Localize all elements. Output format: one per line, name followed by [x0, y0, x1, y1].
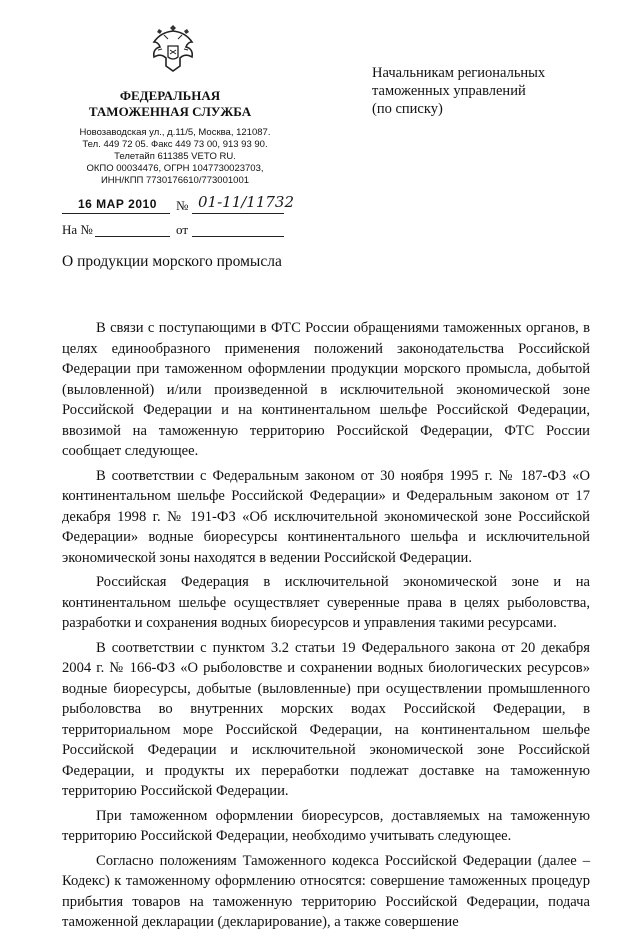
number-label: №	[176, 198, 189, 213]
date-underline	[62, 213, 170, 214]
contact-teletype: Телетайп 611385 VETO RU.	[114, 151, 236, 162]
agency-name-line2: ТАМОЖЕННАЯ СЛУЖБА	[88, 104, 252, 119]
contact-okpo-ogrn: ОКПО 00034476, ОГРН 1047730023703,	[86, 163, 264, 174]
contact-inn-kpp: ИНН/КПП 7730176610/773001001	[100, 175, 250, 186]
body-paragraph: Российская Федерация в исключительной экономической зоне и на континентальном шельфе осуществляет суверенные права в целях рыболовства, разработки и сохранения водных биоресурсов и управления такими ресурсами.	[62, 574, 590, 631]
registration-date: 16 МАР 2010	[78, 197, 157, 211]
contact-phone: Тел. 449 72 05. Факс 449 73 00, 913 93 90.	[82, 139, 268, 150]
number-underline	[192, 213, 284, 214]
body-paragraph: В связи с поступающими в ФТС России обращениями таможенных органов, в целях единообразного применения положений законодательства Российской Федерации при таможенном оформлении продукции морского промысла, добытой (выловленной) и/или произведенной в исключительной экономической зоне Российской Федерации и на континентальном шельфе Российской Федерации, ввозимой на таможенную территорию Российской Федерации, ФТС России сообщает следующее.	[62, 320, 590, 459]
agency-name-line1: ФЕДЕРАЛЬНАЯ	[119, 88, 221, 103]
reference-number-line	[95, 236, 170, 237]
russian-coat-of-arms-icon	[150, 22, 196, 74]
body-paragraph: Согласно положениям Таможенного кодекса Российской Федерации (далее – Кодекс) к таможенному оформлению относятся: совершение таможенных процедур прибытия товаров на таможенную территорию Российской Федерации, подача таможенной декларации (декларирование), а также совершение	[62, 852, 590, 930]
body-paragraph: В соответствии с Федеральным законом от 30 ноября 1995 г. № 187-ФЗ «О континентальном шельфе Российской Федерации» и Федеральным законом от 17 декабря 1998 г. № 191-ФЗ «Об исключительной экономической зоне Российской Федерации» водные биоресурсы континентального шельфа и исключительной экономической зоны находятся в ведении Российской Федерации.	[62, 467, 590, 566]
letter-body	[62, 318, 590, 937]
contact-address: Новозаводская ул., д.11/5, Москва, 121087.	[79, 127, 271, 138]
addressee-line1: Начальникам региональных	[372, 65, 546, 81]
addressee-line3: (по списку)	[372, 101, 443, 117]
addressee-line2: таможенных управлений	[372, 83, 526, 99]
reference-date-line	[192, 236, 284, 237]
reference-date-label: от	[176, 222, 189, 237]
subject-line: О продукции морского промысла	[62, 253, 282, 270]
body-paragraph: В соответствии с пунктом 3.2 статьи 19 Федерального закона от 20 декабря 2004 г. № 166-ФЗ «О рыболовстве и сохранении водных биологических ресурсов» водные биоресурсы, добытые (выловленные) при осуществлении промышленного рыболовства во внутренних морских водах Российской Федерации, в территориальном море Российской Федерации, на континентальном шельфе Российской Федерации и исключительной экономической зоне Российской Федерации, и продукты их переработки подлежат доставке на таможенную территорию Российской Федерации.	[62, 639, 590, 799]
reference-number-label: На №	[62, 222, 93, 237]
registration-number: 01-11/11732	[198, 193, 295, 211]
body-paragraph: При таможенном оформлении биоресурсов, доставляемых на таможенную территорию Российской Федерации, необходимо учитывать следующее.	[62, 807, 590, 844]
